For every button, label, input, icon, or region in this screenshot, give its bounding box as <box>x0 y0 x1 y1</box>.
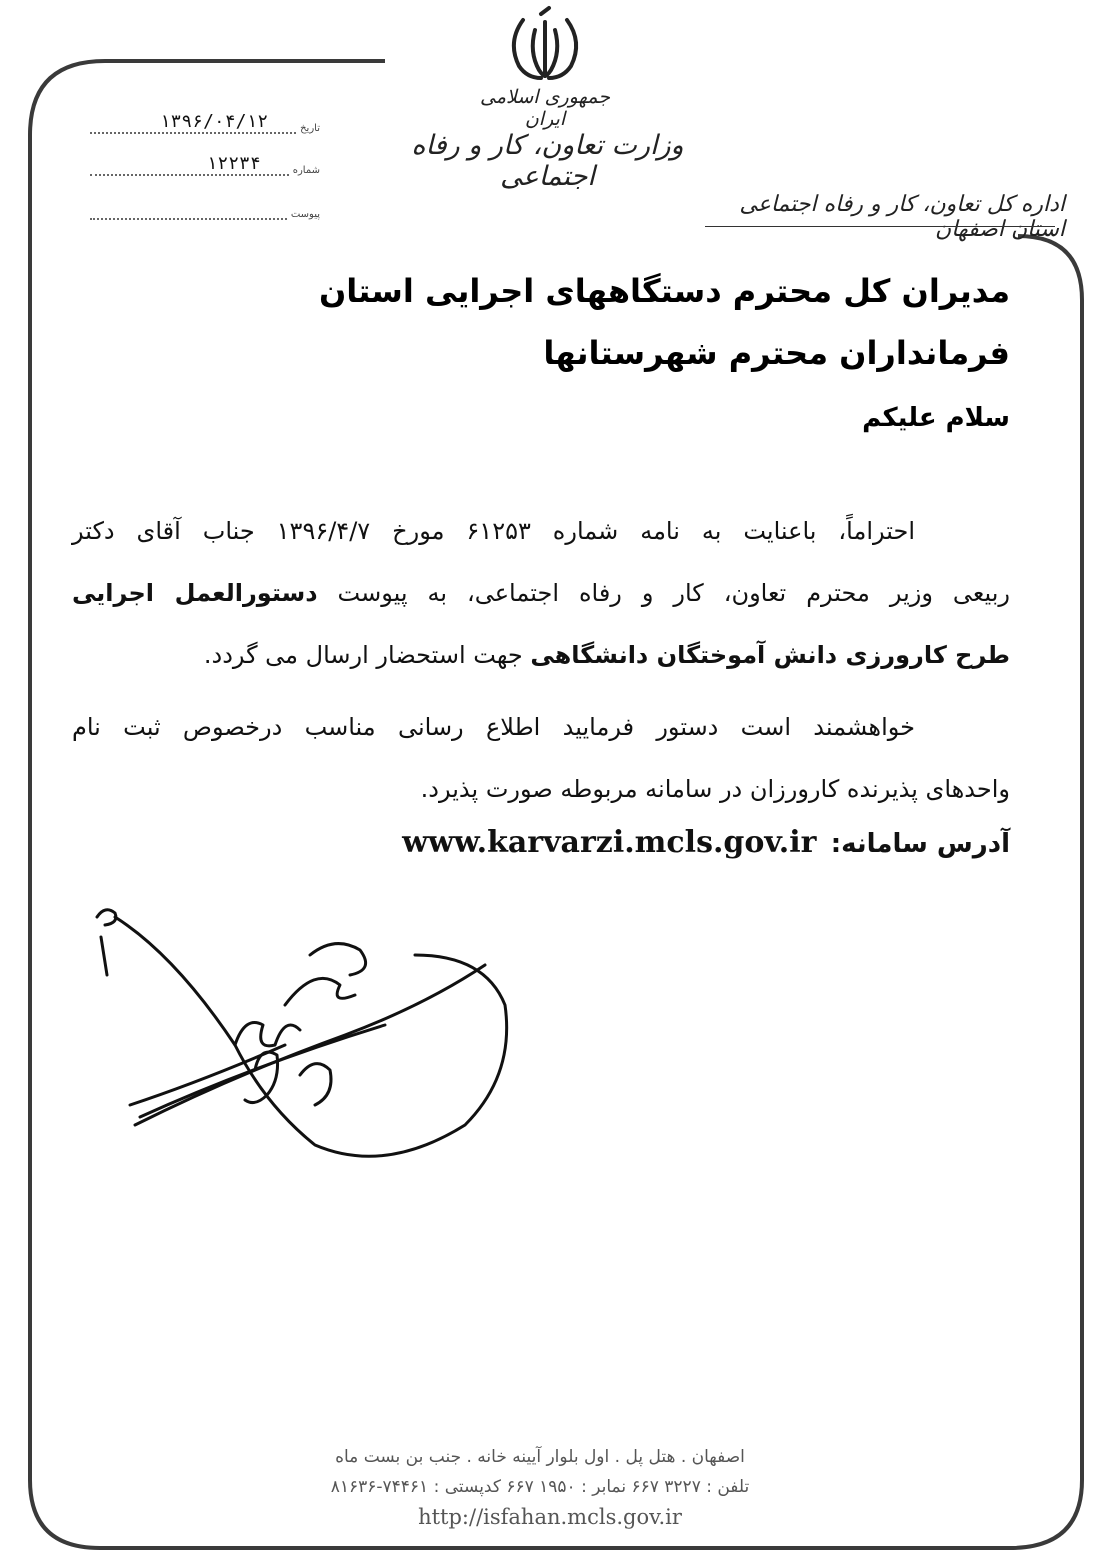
signature-icon <box>85 895 525 1170</box>
iran-emblem-icon <box>495 2 595 84</box>
footer-website[interactable]: http://isfahan.mcls.gov.ir <box>418 1505 682 1529</box>
office-name: اداره کل تعاون، کار و رفاه اجتماعی استان اصفهان <box>739 192 1065 242</box>
recipient-line-1: مدیران کل محترم دستگاههای اجرایی استان <box>318 272 1010 310</box>
body-line <box>72 562 1010 624</box>
footer-contact: تلفن : ۳۲۲۷ ۶۶۷ نمابر : ۱۹۵۰ ۶۶۷ کدپستی : ۷۴۴۶۱-۸۱۶۳۶ <box>330 1477 750 1497</box>
number-label: شماره <box>292 165 320 176</box>
body-paragraph-2 <box>72 696 1010 820</box>
address-label: آدرس سامانه: <box>830 829 1010 859</box>
body-line: خواهشمند است دستور فرمایید اطلاع رسانی مناسب درخصوص ثبت نام <box>72 713 915 741</box>
body-bold-text: دستورالعمل اجرایی <box>72 579 318 607</box>
footer-address: اصفهان . هتل پل . اول بلوار آیینه خانه . جنب بن بست ماه <box>335 1447 745 1467</box>
body-paragraph-1 <box>72 500 1010 686</box>
date-label: تاریخ <box>300 123 320 134</box>
body-bold-text: طرح کارورزی دانش آموختگان دانشگاهی <box>530 641 1010 669</box>
recipient-line-2: فرمانداران محترم شهرستانها <box>543 334 1010 372</box>
body-text: ربیعی وزیر محترم تعاون، کار و رفاه اجتماعی، به پیوست <box>337 579 1010 607</box>
body-line: واحدهای پذیرنده کارورزان در سامانه مربوطه صورت پذیرد. <box>420 775 1010 803</box>
date-field <box>90 112 320 134</box>
country-name: جمهوری اسلامی ایران <box>480 86 610 130</box>
number-field <box>90 154 320 176</box>
office-underline <box>705 226 1055 227</box>
date-value: ۱۳۹۶/۰۴/۱۲ <box>90 112 296 134</box>
attachment-label: پیوست <box>290 209 320 220</box>
body-line: احتراماً، باعنایت به نامه شماره ۶۱۲۵۳ مورخ ۱۳۹۶/۴/۷ جناب آقای دکتر <box>72 517 915 545</box>
address-url[interactable]: www.karvarzi.mcls.gov.ir <box>402 825 817 860</box>
number-value: ۱۲۲۳۴ <box>90 154 289 176</box>
ministry-name: وزارت تعاون، کار و رفاه اجتماعی <box>411 130 684 192</box>
system-address <box>402 825 1010 860</box>
body-line <box>72 624 1010 686</box>
greeting: سلام علیکم <box>862 403 1010 433</box>
body-text: جهت استحضار ارسال می گردد. <box>203 641 523 669</box>
attachment-field <box>90 198 320 220</box>
attachment-value <box>90 218 287 220</box>
